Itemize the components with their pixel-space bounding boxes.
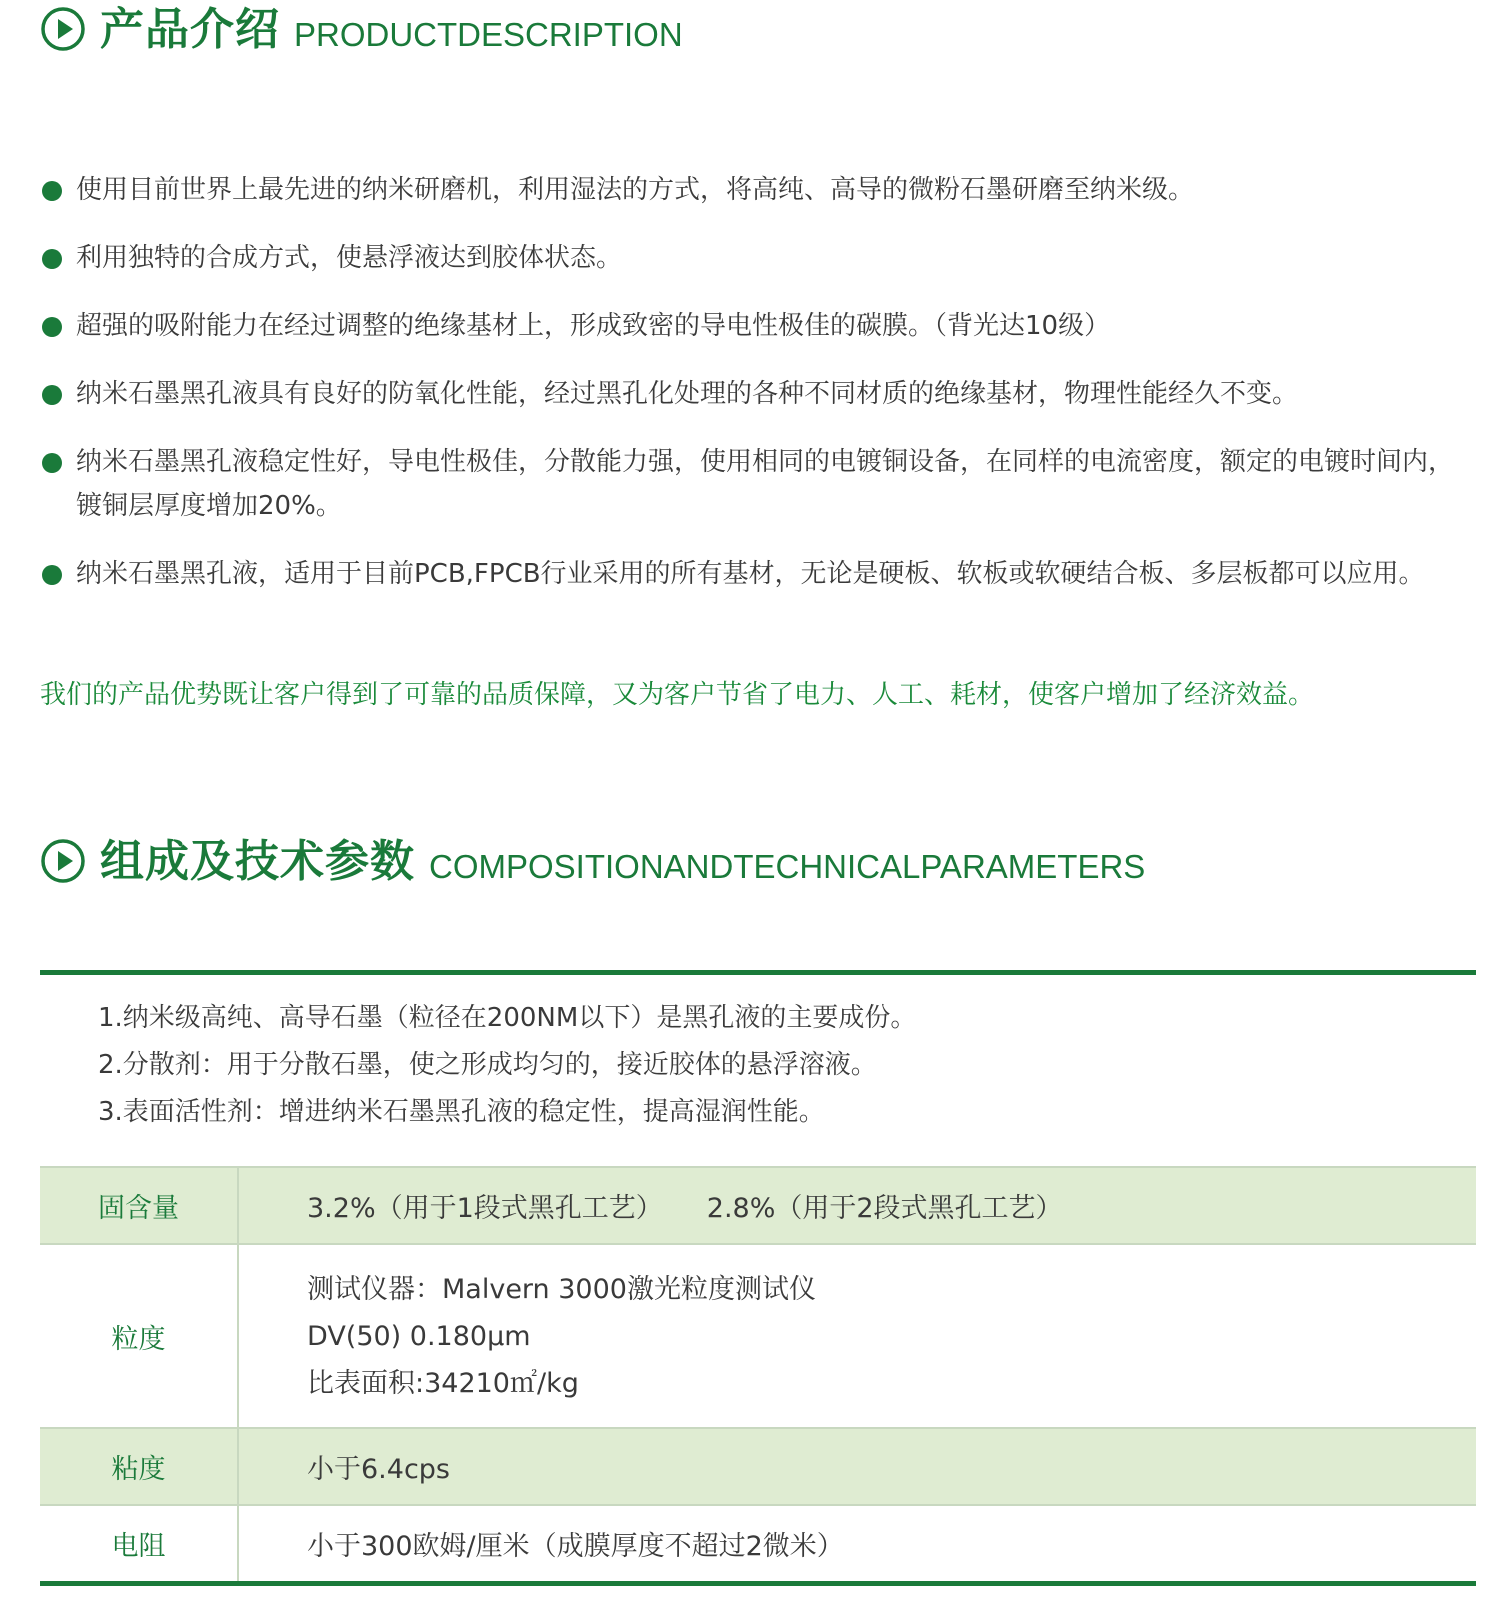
section-title-cn: 组成及技术参数	[100, 836, 415, 887]
list-item-text: 纳米石墨黑孔液具有良好的防氧化性能，经过黑孔化处理的各种不同材质的绝缘基材，物理性能经久不变。	[76, 379, 1299, 409]
solid-value-2: 2.8%（用于2段式黑孔工艺）	[706, 1193, 1063, 1224]
table-row-particle-size	[40, 1244, 1476, 1428]
list-item	[40, 236, 1476, 280]
advantage-statement: 我们的产品优势既让客户得到了可靠的品质保障，又为客户节省了电力、人工、耗材，使客户增加了经济效益。	[40, 680, 1315, 710]
list-item	[40, 168, 1476, 212]
particle-dv50: DV(50) 0.180μm	[307, 1320, 531, 1352]
list-item	[40, 440, 1476, 528]
row-label: 固含量	[40, 1167, 238, 1244]
row-label: 粒度	[40, 1244, 238, 1428]
play-circle-icon	[40, 6, 86, 52]
bullet-dot-icon	[42, 317, 62, 337]
parameters-table	[40, 1166, 1476, 1581]
composition-item: 2.分散剂：用于分散石墨，使之形成均匀的，接近胶体的悬浮溶液。	[98, 1050, 877, 1080]
bullet-dot-icon	[42, 565, 62, 585]
composition-item: 3.表面活性剂：增进纳米石墨黑孔液的稳定性，提高湿润性能。	[98, 1097, 825, 1127]
list-item-text: 使用目前世界上最先进的纳米研磨机，利用湿法的方式，将高纯、高导的微粉石墨研磨至纳米级。	[76, 175, 1195, 205]
particle-instrument: 测试仪器：Malvern 3000激光粒度测试仪	[307, 1273, 816, 1305]
list-item	[40, 552, 1476, 596]
row-label: 电阻	[40, 1505, 238, 1581]
section-title-en: PRODUCTDESCRIPTION	[294, 16, 683, 53]
section-title-product-description	[40, 4, 683, 55]
table-row-viscosity	[40, 1428, 1476, 1505]
bullet-dot-icon	[42, 453, 62, 473]
parameters-panel	[40, 970, 1476, 1586]
row-label: 粘度	[40, 1428, 238, 1505]
list-item	[40, 372, 1476, 416]
solid-value-1: 3.2%（用于1段式黑孔工艺）	[307, 1193, 663, 1224]
row-value: 小于6.4cps	[238, 1428, 1476, 1505]
row-value: 小于300欧姆/厘米（成膜厚度不超过2微米）	[307, 1531, 844, 1562]
table-row-resistance	[40, 1505, 1476, 1581]
section-title-cn: 产品介绍	[100, 4, 280, 55]
list-item-text: 纳米石墨黑孔液，适用于目前PCB,FPCB行业采用的所有基材，无论是硬板、软板或软硬结合板、多层板都可以应用。	[76, 559, 1425, 589]
bullet-dot-icon	[42, 249, 62, 269]
composition-item: 1.纳米级高纯、高导石墨（粒径在200NM以下）是黑孔液的主要成份。	[98, 1003, 917, 1033]
row-value	[238, 1167, 1476, 1244]
bullet-dot-icon	[42, 385, 62, 405]
list-item-text: 超强的吸附能力在经过调整的绝缘基材上，形成致密的导电性极佳的碳膜。（背光达10级）	[76, 311, 1111, 341]
particle-surface-area: 比表面积:34210㎡/kg	[307, 1367, 579, 1399]
section-title-composition	[40, 836, 1146, 887]
row-value	[238, 1244, 1476, 1428]
play-circle-icon	[40, 838, 86, 884]
section-title-en: COMPOSITIONANDTECHNICALPARAMETERS	[429, 848, 1146, 885]
list-item-text: 利用独特的合成方式，使悬浮液达到胶体状态。	[76, 243, 623, 273]
composition-list	[40, 975, 1476, 1166]
table-row-solid-content	[40, 1167, 1476, 1244]
list-item	[40, 304, 1476, 348]
list-item-text: 纳米石墨黑孔液稳定性好，导电性极佳，分散能力强，使用相同的电镀铜设备，在同样的电流密度，额定的电镀时间内，镀铜层厚度增加20%。	[76, 447, 1455, 521]
bullet-dot-icon	[42, 181, 62, 201]
description-list	[40, 168, 1476, 596]
